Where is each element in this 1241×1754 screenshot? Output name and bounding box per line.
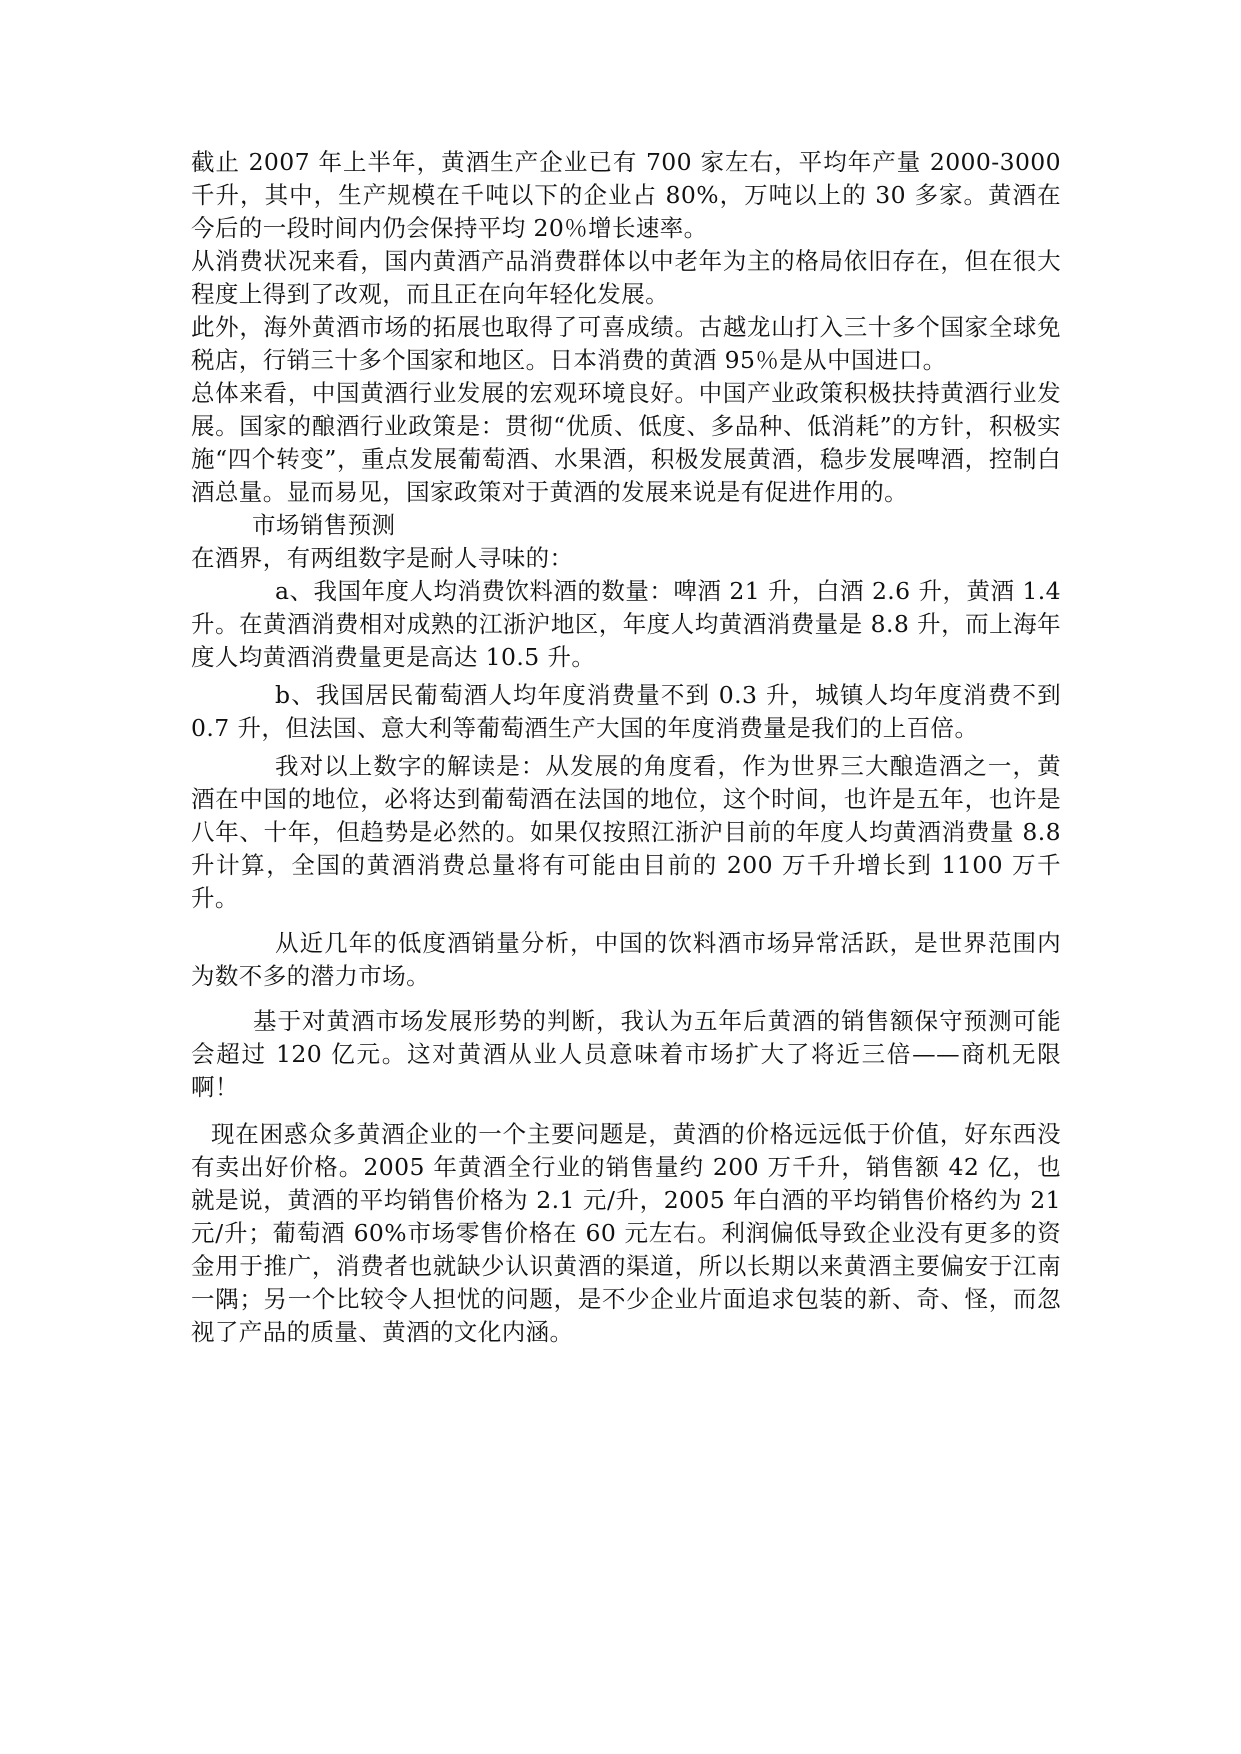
paragraph-production-stats: 截止 2007 年上半年，黄酒生产企业已有 700 家左右，平均年产量 2000-3000 千升，其中，生产规模在千吨以下的企业占 80%，万吨以上的 30 多家。黄酒在今后的一段时间内仍会保持平均 20％增长速率。 (191, 148, 1061, 242)
paragraph-problems: 现在困惑众多黄酒企业的一个主要问题是，黄酒的价格远远低于价值，好东西没有卖出好价格。2005 年黄酒全行业的销售量约 200 万千升，销售额 42 亿，也就是说，黄酒的平均销售价格为 2.1 元/升，2005 年白酒的平均销售价格约为 21 元/升；葡萄酒 60%市场零售价格在 60 元左右。利润偏低导致企业没有更多的资金用于推广，消费者也就缺少认识黄酒的渠道，所以长期以来黄酒主要偏安于江南一隅；另一个比较令人担忧的问题，是不少企业片面追求包装的新、奇、怪，而忽视了产品的质量、黄酒的文化内涵。 (191, 1120, 1061, 1346)
list-item-b: b、我国居民葡萄酒人均年度消费量不到 0.3 升，城镇人均年度消费不到 0.7 升，但法国、意大利等葡萄酒生产大国的年度消费量是我们的上百倍。 (191, 681, 1061, 742)
paragraph-analysis: 从近几年的低度酒销量分析，中国的饮料酒市场异常活跃，是世界范围内为数不多的潜力市场。 (191, 929, 1061, 990)
document-body (191, 146, 1061, 1349)
paragraph-consumer-status: 从消费状况来看，国内黄酒产品消费群体以中老年为主的格局依旧存在，但在很大程度上得到了改观，而且正在向年轻化发展。 (191, 247, 1061, 308)
paragraph-policy-environment: 总体来看，中国黄酒行业发展的宏观环境良好。中国产业政策积极扶持黄酒行业发展。国家的酿酒行业政策是：贯彻“优质、低度、多品种、低消耗”的方针，积极实施“四个转变”，重点发展葡萄酒、水果酒，积极发展黄酒，稳步发展啤酒，控制白酒总量。显而易见，国家政策对于黄酒的发展来说是有促进作用的。 (191, 379, 1061, 506)
section-heading: 市场销售预测 (252, 511, 396, 539)
paragraph-overseas-market: 此外，海外黄酒市场的拓展也取得了可喜成绩。古越龙山打入三十多个国家全球免税店，行销三十多个国家和地区。日本消费的黄酒 95％是从中国进口。 (191, 313, 1061, 374)
list-item-a: a、我国年度人均消费饮料酒的数量：啤酒 21 升，白酒 2.6 升，黄酒 1.4 升。在黄酒消费相对成熟的江浙沪地区，年度人均黄酒消费量是 8.8 升，而上海年度人均黄酒消费量更是高达 10.5 升。 (191, 577, 1061, 671)
paragraph-interpretation: 我对以上数字的解读是：从发展的角度看，作为世界三大酿造酒之一，黄酒在中国的地位，必将达到葡萄酒在法国的地位，这个时间，也许是五年，也许是八年、十年，但趋势是必然的。如果仅按照江浙沪目前的年度人均黄酒消费量 8.8 升计算，全国的黄酒消费总量将有可能由目前的 200 万千升增长到 1100 万千升。 (191, 752, 1061, 912)
paragraph-forecast: 基于对黄酒市场发展形势的判断，我认为五年后黄酒的销售额保守预测可能会超过 120 亿元。这对黄酒从业人员意味着市场扩大了将近三倍——商机无限啊！ (191, 1007, 1061, 1101)
intro-line: 在酒界，有两组数字是耐人寻味的： (191, 544, 574, 572)
